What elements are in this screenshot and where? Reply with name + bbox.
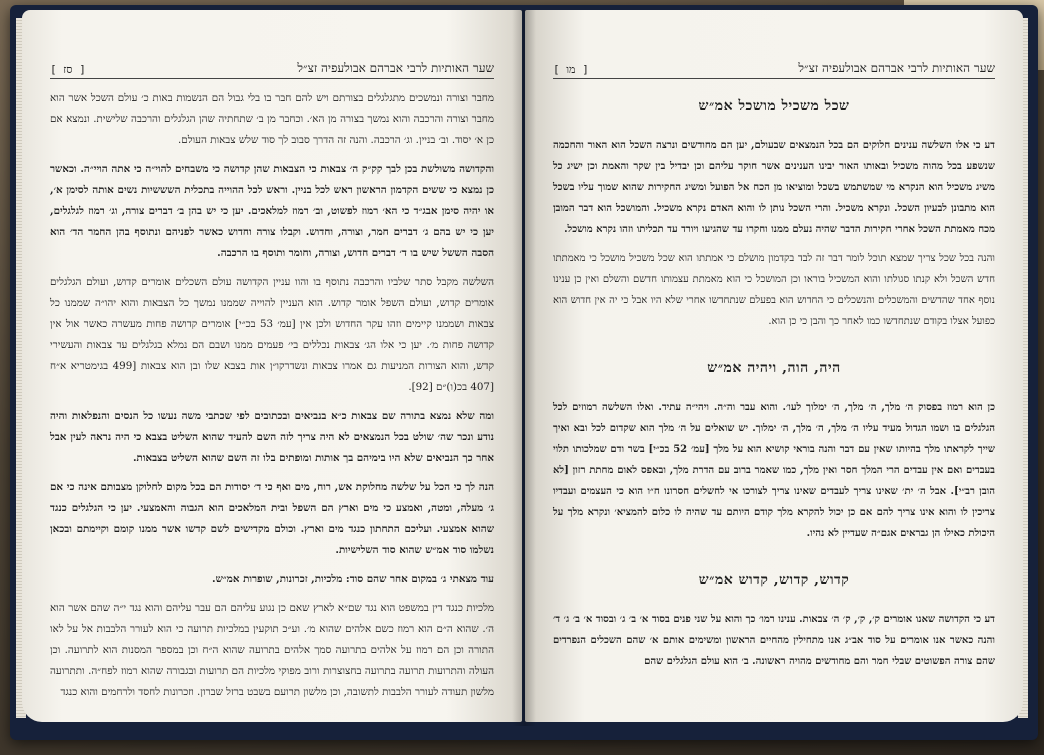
running-title: שער האותיות לרבי אברהם אבולעפיה זצ״ל — [798, 61, 995, 75]
paragraph: כן הוא רמוז בפסוק ה׳ מלך, ה׳ מלך, ה׳ ימלוך לעו׳. והוא עבר וה״ה. ויהי״ה עתיד. ואלו השלשה רמוזים לכל הגלגלים בו ושמו הגדול מעיד עליו ה׳ מלך, ה׳ מלך, ה׳ ימלוך. יש שואלים על ה׳ מלך הוא שקדום לכל ובא ואיך שייך לקראתו מלך בהיותו שאין עם דבר והנה בוראי קושיא הוא על מלך [עמ׳ 52 בכ״י] בשר ודם שמלכותו תלוי בעבדים ואם אין עבדים הרי המלך חסר ואין מלך, כמו שאמר ברוב עם הדרת מלך, ובאפס לאום מחתת רזון [לא הובן רב״י]. אבל ה׳ ית׳ שאינו צריך לעבדים שאינו צריך לצורכו אי לחשלים חסרונו ח״ו הוא כי העצמים ועבדיו צריכין לו והוא אינו צריך להם אם כן יכול להקרא מלך קודם היותם עד שהיה לו כלום להמציא׳ ונקרא מלך על היכולת כאילו הן גבראים אגם״ה שעדיין לא נהיו. — [553, 402, 995, 539]
section-title: קדוש, קדוש, קדוש אמ״ש — [698, 572, 850, 588]
paragraph: דע כי הקדושה שאנו אומרים ק׳, ק׳, ק׳ ה׳ צבאות. ענינו רמו׳ כך והוא על שני פנים בסוד א׳ ב׳ ג׳ ובסוד א׳ ב׳ ג׳ ד׳ והנה כאשר אנו אומרים על סוד אב״ג אנו מתחילין מהחיים הראשון ומשימים אותם א׳ שהם השכלים הנפרדים שהם צורה הפשוטים שבלי חמר והם מחודשים מהויה ראשונה. ב׳ הוא עולם הגלגלים שהם — [553, 614, 995, 667]
paragraph: ומה שלא נמצא בתורה שם צבאות כ״א בנביאים ובכתובים לפי שכתבי משה נעשו כל הנסים והנפלאות והיה נודע ונכר שה׳ שולט בכל הנמצאים לא היה צריך לזה השם להעיד שהוא השליט בצבא כי היה נראה לעין אבל אחר כך הנביאים שלא היו בימיהם בך אותות ומופתים בלו זה השם שהוא השליט בצבאות. — [50, 410, 494, 464]
section-title: היה, הוה, ויהיה אמ״ש — [707, 360, 841, 376]
paragraph: והנה בכל שכל צריך שמצא תוכל לומר דבר זה לבד בקדמון מושלם כי אמתתו הוא שכל משכיל מושכל כי מאמתתו חדש השכל ולא קנתו סגולתו והוא המשכיל בוראו וכן המושכל כי הוא מאמתת עצמותו חדשם והשלם ואין כן ענינו נוסף אחד שהדשים והמשכלים והנשכלים כי החדוש הוא בפעלם שנתחדשו אחרי שלא היו אבל כי יה אין חדוש הוא כפועל אצלו בקודם שנתחדשו כמו לאחר כך והבן כי כן הוא. — [553, 253, 995, 327]
paragraph: הנה לך כי הכל על שלשה מחלוקת אש, רוח, מים ואף כי ד׳ יסודות הם בכל מקום לחלוקן מצבותם אינה כי אם ג׳ מעלה, ומטה, ואמצע כי מים וארץ הם השפל ובית המלאכים הוא הגבוה והאמצעי. יען כי הגלגלים כנגד שהוא אמצעי. ועליכם התחתון כנגד מים וארץ. וכולם מקדישים לשם קדשו אשר ממנו קומם וקיימתם ובכאן נשלמו סוד אמ״ש שהוא סוד השלישיות. — [50, 481, 494, 556]
right-page-text — [553, 88, 995, 702]
paragraph: מלכיות כנגד דין במשפט הוא נגד שם״א לארץ שאם כן נגוע עליהם הם עבר עליהם והוא נגד י״ה שהם אשר הוא ה׳. שהוא ה״ם הוא רמוז כשם אלהים שהוא מ׳. וע״כ תוקעין במלכיות תרועה כי הוא לעורר הלבבות אל על לאו התורה וכן הם רמוז על אלהים בתרועה סמך אלהים בתרועה שהוא ה״ח וכן במספר המסנות הוא לתרועה. וכן העולה והתרועות תרועה בתרועה בחצוצרות ורוב מפוקי מלכיות הם תרועות ובגבורה שהוא רמוז לפח״ה. ותתרועה מלשון תעודה לעורר הלבבות לתשובה, וכן מלשון תרועם בשבט ברזל שברון. וזכרונות לחסד ולרחמים והוא כנגד — [50, 602, 494, 698]
right-page — [525, 10, 1023, 722]
paragraph: דע כי אלו השלשה ענינים חלוקים הם בכל הנמצאים שבעולם, יען הם מחודשים ונרצה השכל הוא האור והחכמה שנשפע בכל מהוה משכיל ובאותו האור יבינו הענינים אשר חוקר עליהם וכן יבדיל בין שקר והאמת וכן ישיג כל משיג משכיל הוא הנקרא מי שמשתמש בשכל ומוציאו מן הכח אל הפועל ומשיג החקירות שהוא שמוך עליו בשכל הוא מתבונן לבעיון השכל. ונקרא משכיל. והרי השכל נותן לו והוא האדם נקרא משכיל. והמושכל הוא דבר המובן מכח מאמתת השכל אחרי חקירות הדבר שהיה נעלם ממנו וחקרו עד שהגיעו ויורד עד תכליתו וזהו נקרא מושכל. — [553, 140, 995, 235]
running-title: שער האותיות לרבי אברהם אבולעפיה זצ״ל — [297, 61, 494, 75]
right-page-header — [553, 50, 995, 79]
left-page-header — [50, 50, 494, 79]
page-number: [ מו ] — [553, 63, 589, 76]
paragraph: השלשה מקבל סתר שלביו והרכבה נתוסף בו והוו עניין הקדושה עולם השכלים אומרים קדוש, ועולם הגלגלים אומרים קדוש, ועולם השפל אומר קדוש. הוא העניין להוייה שממנו נמשך כל הצבאות והוא יהו״ה שממנו כל צבאות ושממנו קיימים וזהו עקר החדוש ולכן אין [עמ׳ 53 בכ״י] אומרים קדושה פחות מעשרה כאשר אול אין קדושה פחות מ׳. יען כי אלו הג׳ צבאות נכללים בי׳ פעמים ממנו ושבם הם נמלא בגלגלים עד צבאות והעשירי קדש, והוא הצורות המניעות גם אמרו צבאות ונשדרקו״ן אות בצבא שלו ובן הוא צבאות [499 בגימטריא א״ח [407 בכ(ו)״ם [92]. — [50, 276, 495, 393]
page-number: [ סז ] — [50, 63, 86, 76]
book-gutter-shadow — [512, 10, 536, 726]
section-title: שכל משכיל מושכל אמ״ש — [698, 98, 850, 114]
left-page — [22, 10, 522, 722]
paragraph: והקדושה משולשת בכן לבך קק״ק ה׳ צבאות כי הצבאות שהן קדושה כי משבחים להוי״ה כי אתה הויי״ה. וכאשר כן נמצא כי ששים הקדמון הראשון ראש לכל בניין. וראש לכל ההוייה בתכלית השששיות נשים אותה לסימן א׳, או יהיה סימן אבג״ד כי הא׳ רמוז לפשוט, וב׳ רמוז למלאכים. יען כי יש בהן ב׳ דברים צורה, וג׳ רמוז לגלגלים, יען כי יש בהם ג׳ דברים חמר, וצורה, וחדוש. וקבלו צורה וחדוש כאשר לפניהם ונתוסף בהן החמר הד׳ הוא הסבה הששל שיש בו ד׳ דברים חדוש, וצורה, וחומר ותוסף בו הרכבה. — [50, 163, 494, 259]
paragraph: מחבר וצורה ונמשכים מתגלגלים בצורתם ויש להם חבר בו בלי גבול הם הנשמות באות כ׳ עולם השכל אשר הוא מחבר וצורה והרכבה והוא נמשך בצורה מן הא׳. וכחבר מן ב׳ שתחתיה שהן הגלגלים והרכבה שלישית. ונמצא אם כן א׳ יסוד. וב׳ בניין. וג׳ הרכבה. והנה זה הדרך סבוב לך סוד שלש צבאות העולם. — [50, 92, 494, 146]
paragraph: עוד מצאתי ג׳ במקום אחר שהם סוד: מלכיות, זכרונות, שופרות אמ״ש. — [211, 573, 494, 585]
left-page-text — [50, 88, 494, 702]
